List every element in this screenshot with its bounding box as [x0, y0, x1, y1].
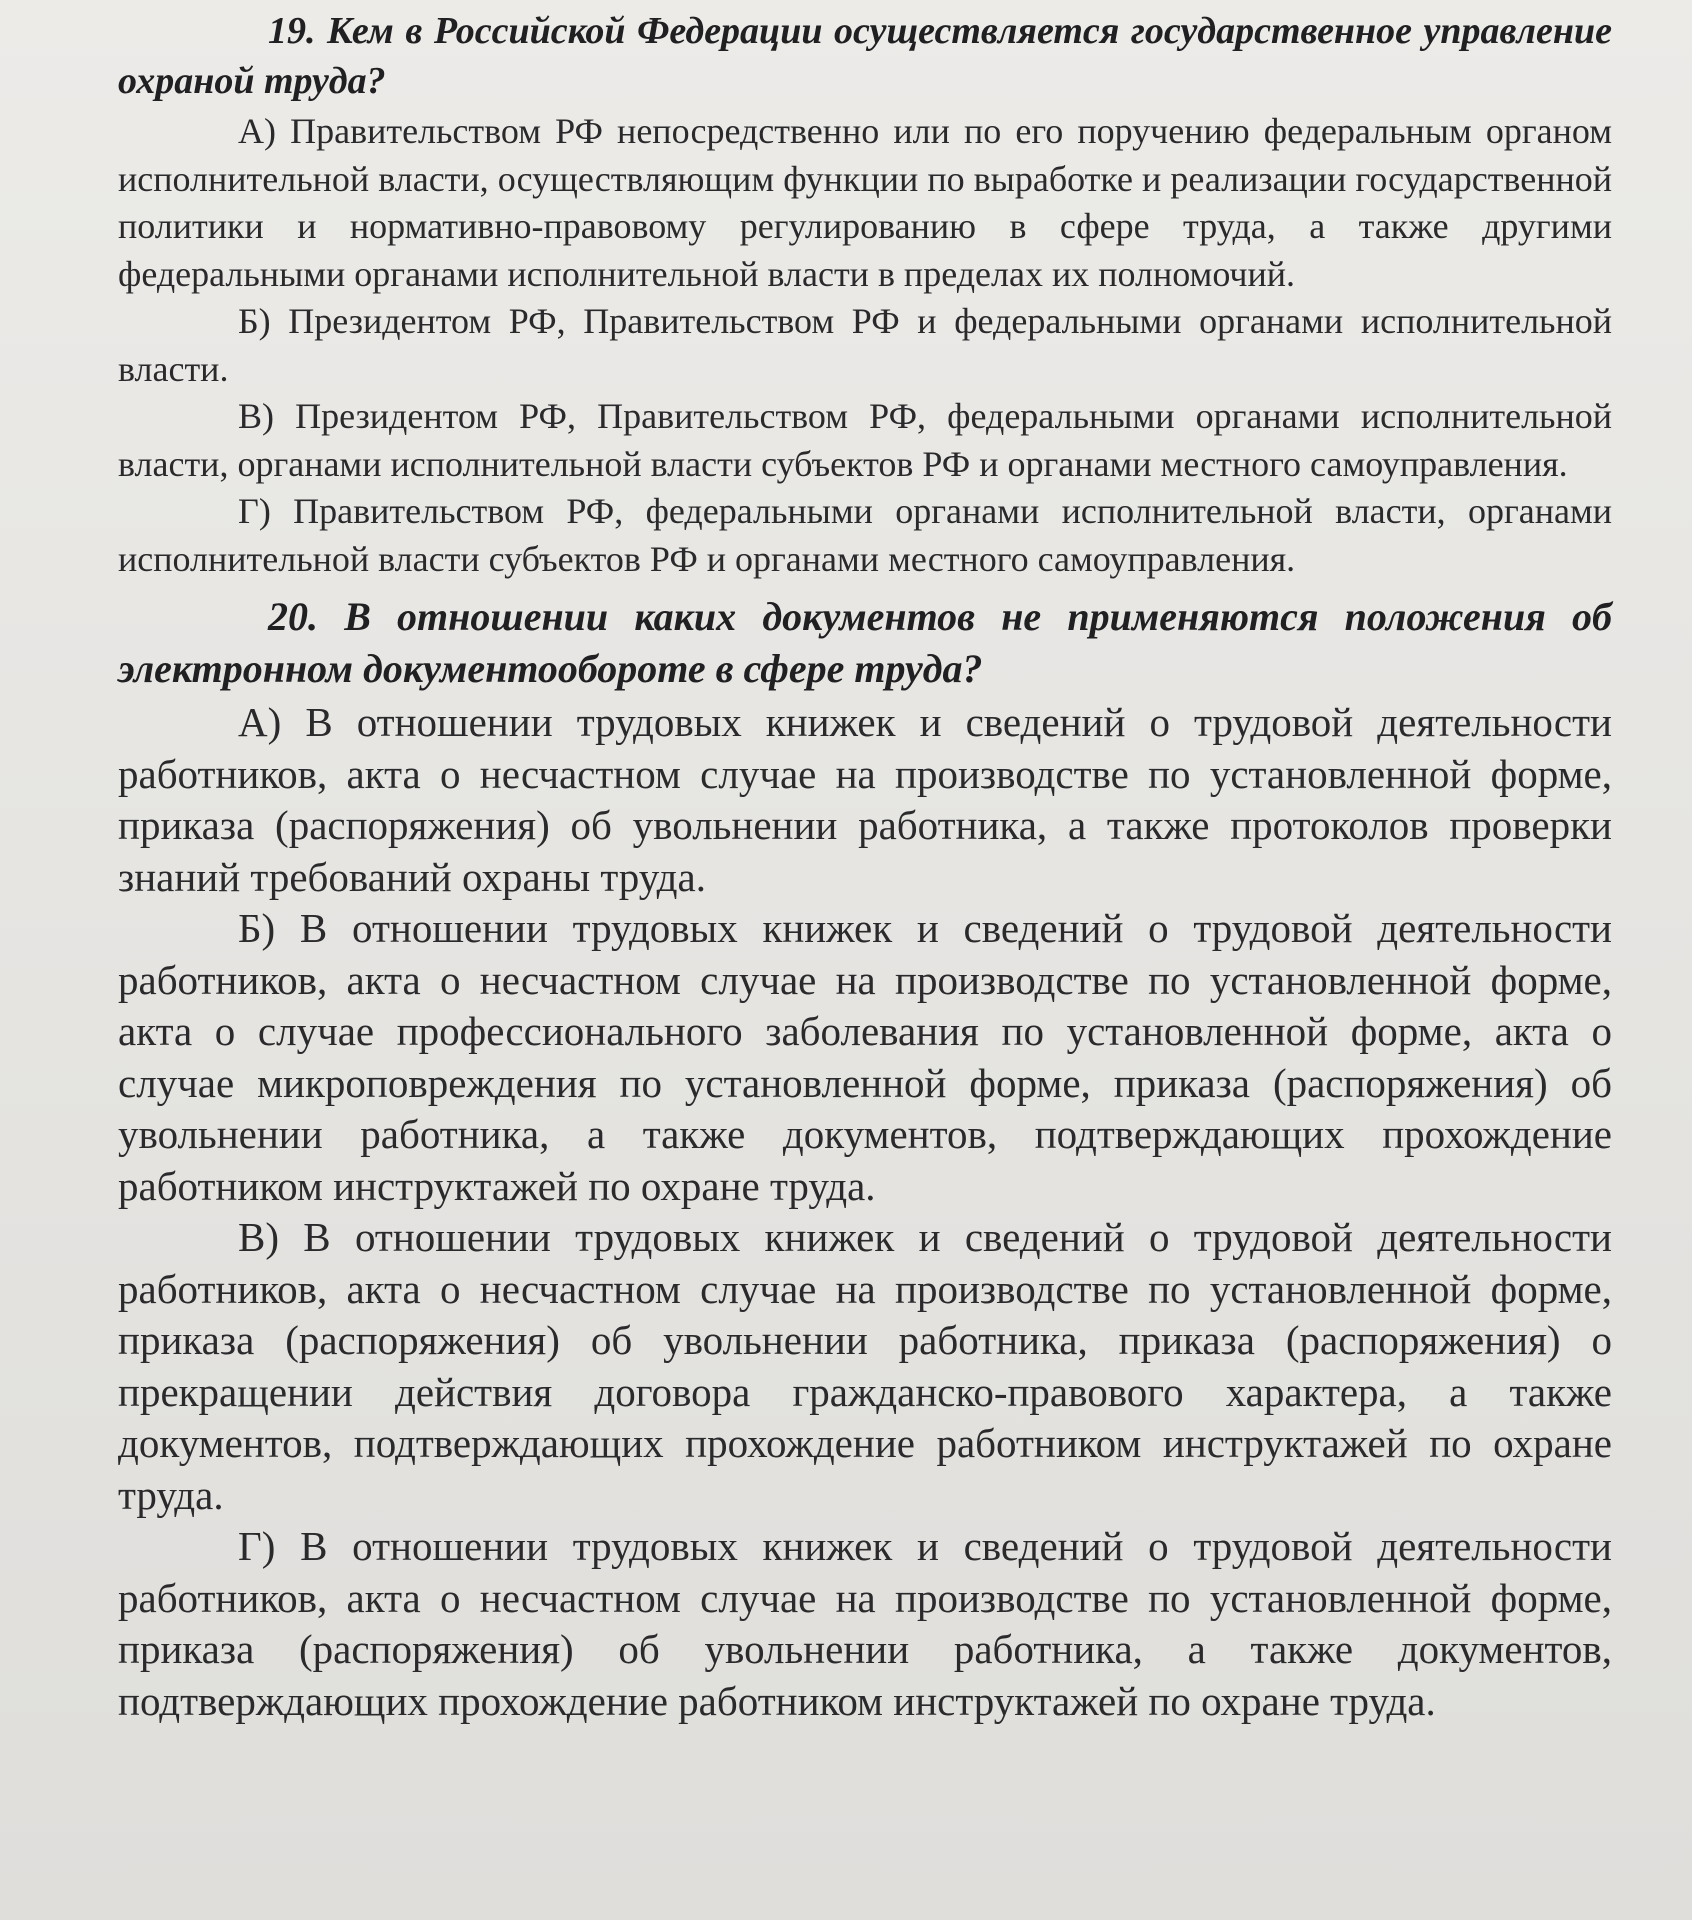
- answer-option-a: А) В отношении трудовых книжек и сведений о трудовой деятельности работников, акта о несчастном случае на производстве по установленной форме, приказа (распоряжения) об увольнении работника, а также протоколов проверки знаний требований охраны труда.: [118, 699, 1612, 900]
- question-20: [118, 591, 1612, 1727]
- answer-option-b: Б) В отношении трудовых книжек и сведений о трудовой деятельности работников, акта о несчастном случае на производстве по установленной форме, акта о случае профессионального заболевания по установленной форме, акта о случае микроповреждения по установленной форме, приказа (распоряжения) об увольнении работника, а также документов, подтверждающих прохождение работником инструктажей по охране труда.: [118, 905, 1612, 1209]
- answer-option-v: В) Президентом РФ, Правительством РФ, федеральными органами исполнительной власти, органами исполнительной власти субъектов РФ и органами местного самоуправления.: [118, 396, 1612, 484]
- answer-option-b: Б) Президентом РФ, Правительством РФ и федеральными органами исполнительной власти.: [118, 301, 1612, 389]
- question-19: [118, 6, 1612, 583]
- question-title: 20. В отношении каких документов не применяются положения об электронном документообороте в сфере труда?: [118, 594, 1612, 691]
- answer-option-a: А) Правительством РФ непосредственно или по его поручению федеральным органом исполнительной власти, осуществляющим функции по выработке и реализации государственной политики и нормативно-правовому регулированию в сфере труда, а также другими федеральными органами исполнительной власти в пределах их полномочий.: [118, 111, 1612, 294]
- answer-option-g: Г) В отношении трудовых книжек и сведений о трудовой деятельности работников, акта о несчастном случае на производстве по установленной форме, приказа (распоряжения) об увольнении работника, а также документов, подтверждающих прохождение работником инструктажей по охране труда.: [118, 1523, 1612, 1724]
- answer-option-g: Г) Правительством РФ, федеральными органами исполнительной власти, органами исполнительной власти субъектов РФ и органами местного самоуправления.: [118, 491, 1612, 579]
- answer-option-v: В) В отношении трудовых книжек и сведений о трудовой деятельности работников, акта о несчастном случае на производстве по установленной форме, приказа (распоряжения) об увольнении работника, приказа (распоряжения) о прекращении действия договора гражданско-правового характера, а также документов, подтверждающих прохождение работником инструктажей по охране труда.: [118, 1214, 1612, 1518]
- question-title: 19. Кем в Российской Федерации осуществляется государственное управление охраной труда?: [118, 10, 1612, 102]
